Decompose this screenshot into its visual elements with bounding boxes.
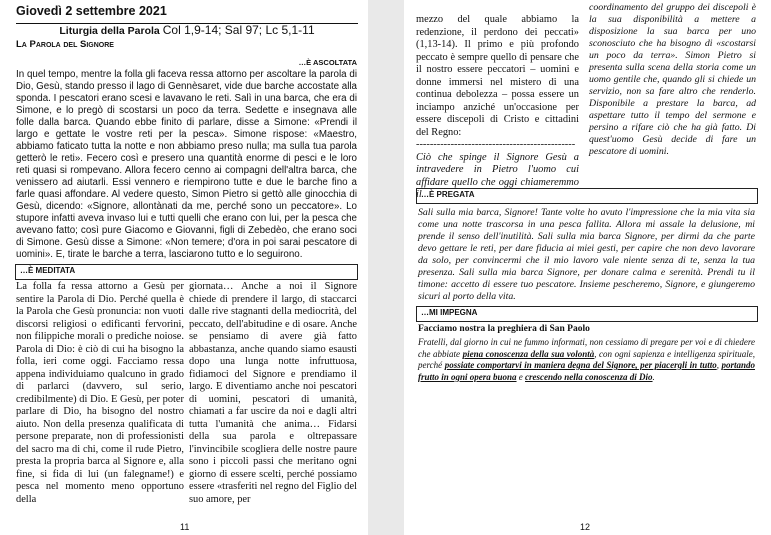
commit-box	[416, 306, 758, 322]
readings-reference: Col 1,9-14; Sal 97; Lc 5,1-11	[162, 23, 315, 37]
prayer-text: Sali sulla mia barca, Signore! Tante volte ho avuto l'impressione che la mia vita sia come una notte trascorsa in una pesca fallita. Allora mi assale la delusione, mi prende il senso dell'inutilità. Sali sulla mia barca Signore, per dirmi da che parte devo gettare le reti, per dare fiducia ai miei gesti, per capire che non devo lavorare da solo, per convincermi che il mio lavoro vale niente senza di te, senza la tua presenza. Sali sulla mia barca Signore, per donare calma e serenità. Prendi tu il timone: accetto di essere tuo pescatore. Insieme pescheremo, Signore, e giungeremo sicuri al porto della vita.	[418, 207, 755, 302]
left-page	[0, 0, 368, 535]
gospel-text: In quel tempo, mentre la folla gli faceva ressa attorno per ascoltare la parola di Dio, Gesù, stando presso il lago di Gennèsaret, vide due barche accostate alla sponda. I pescatori erano scesi e lavavano le reti. Salì in una barca, che era di Simone, e lo pregò di scostarsi un poco da terra. Sedette e insegnava alle folle dalla barca. Quando ebbe finito di parlare, disse a Simone: «Prendi il largo e gettate le vostre reti per la pesca». Simone rispose: «Maestro, abbiamo faticato tutta la notte e non abbiamo preso nulla; ma sulla tua parola getterò le reti». Fecero così e presero una quantità enorme di pesci e le loro reti quasi si rompevano. Allora fecero cenno ai compagni dell'altra barca, che venissero ad aiutarli. Essi vennero e riempirono tutte e due le barche fino a farle quasi affondare. Al vedere questo, Simon Pietro si gettò alle ginocchia di Gesù, dicendo: «Signore, allontànati da me, perché sono un peccatore». Lo stupore infatti aveva invaso lui e tutti quelli che erano con lui, per la pesca che avevano fatto; così pure Giacomo e Giovanni, figli di Zebedèo, che erano soci di Simone. Gesù disse a Simone: «Non temere; d'ora in poi sarai pescatore di uomini». E, tirate le barche a terra, lasciarono tutto e lo seguirono.	[16, 69, 357, 260]
continuation-text: mezzo del quale abbiamo la redenzione, il perdono dei peccati» (1,13-14). Il primo e più profondo peccato è sempre quello di pensare che il nostro essere peccatori – uomini e donne immersi nel mistero di una continua debolezza – possa essere un inciampo anziché un'occasione per essere discepoli di Cristo e cittadini del Regno:	[416, 14, 579, 138]
right-page	[404, 0, 771, 535]
commit-heading: Facciamo nostra la preghiera di San Paolo	[418, 324, 590, 334]
section-title: La Parola del Signore	[16, 39, 114, 50]
listen-label: …È ASCOLTATA	[298, 58, 357, 67]
continuation-italic-1: Ciò che spinge il Signore Gesù a intravedere in Pietro l'uomo cui affidare quello che oggi chiameremmo il	[416, 151, 579, 200]
page-number-left: 11	[180, 522, 190, 532]
meditate-box	[15, 264, 358, 280]
meditate-label: …È MEDITATA	[20, 266, 76, 275]
meditation-column-1: La folla fa ressa attorno a Gesù per sentire la Parola di Dio. Perché quella è la Parola che Gesù pronuncia: non vuoti discorsi religiosi o edificanti fervorini, non filippiche morali o prediche noiose. Parola di Dio: è ciò di cui ha bisogno la folla, ieri come oggi. Facciamo ressa appena individuiamo qualcuno in grado di parlarci (davvero, sul serio, credibilmente) di Dio. E Gesù, per poter parlare di Dio, ha bisogno del nostro aiuto. Non della presenza qualificata di persone preparate, non di professionisti del sacro ma di chi, come il rude Pietro, presta la propria barca al Signore e, alla fine, si fida di lui (un falegname!) e pesca nel momento meno opportuno della	[16, 281, 184, 505]
commit-text	[418, 337, 755, 383]
commit-text-part: .	[652, 371, 655, 382]
date-heading: Giovedì 2 settembre 2021	[16, 4, 167, 18]
commit-underlined-phrase: piena conoscenza della sua volontà	[462, 348, 595, 359]
prayed-label: …È PREGATA	[421, 190, 475, 199]
liturgy-label: Liturgia della Parola	[59, 25, 160, 37]
liturgy-heading	[16, 23, 358, 38]
continuation-column-2: coordinamento del gruppo dei discepoli è la sua disponibilità a mettere a disposizione la sua barca per uno sconosciuto che ha bisogno di «scostarsi un poco da terra». Simon Pietro si presenta sulla scena della storia come un uomo gentile che, quando gli si chiede un servizio, non sa fare altro che renderlo. Disponibile a prestare la barca, ad aspettare tutto il tempo del sermone e persino a rifare ciò che ha già fatto. Di quest'uomo Gesù decide di fare un pescatore di uomini.	[589, 2, 756, 157]
dash-separator: ----------------------------------------------	[416, 139, 576, 150]
commit-underlined-phrase: portando frutto in ogni opera buona	[418, 360, 756, 382]
commit-text-part: , con ogni sapienza e intelligenza spirituale, perché	[418, 348, 755, 370]
commit-text-part: ,	[716, 360, 722, 370]
meditation-column-2: giornata… Anche a noi il Signore chiede di prendere il largo, di staccarci dalle rive stagnanti della mediocrità, del peccato, dell'abitudine e di osare. Anche se pensiamo di avere già fatto abbastanza, anche quando siamo esausti dopo una lunga notte infruttuosa, fidiamoci del Signore e prendiamo il largo. E diventiamo anche noi pescatori di uomini, pescatori di umanità, chiamati a far uscire da noi e dagli altri tutta l'umanità che anima… Fidarsi della sua parola e oltrepassare l'invincibile scogliera delle nostre paure sono i piccoli passi che meritano ogni giorno di essere scelti, perché possiamo essere «trasferiti nel regno del Figlio del suo amore, per	[189, 281, 357, 505]
commit-underlined-phrase: crescendo nella conoscenza di Dio	[525, 371, 653, 382]
commit-text-part: Fratelli, dal giorno in cui ne fummo informati, non cessiamo di pregare per voi e di chiedere che abbiate	[418, 337, 755, 359]
commit-label: …MI IMPEGNA	[421, 308, 478, 317]
continuation-column-1	[416, 14, 579, 202]
page-number-right: 12	[580, 522, 591, 532]
commit-text-part: e	[516, 371, 526, 382]
commit-underlined-phrase: possiate comportarvi in maniera degna del Signore, per piacergli in tutto	[444, 360, 717, 370]
prayed-box	[416, 188, 758, 204]
